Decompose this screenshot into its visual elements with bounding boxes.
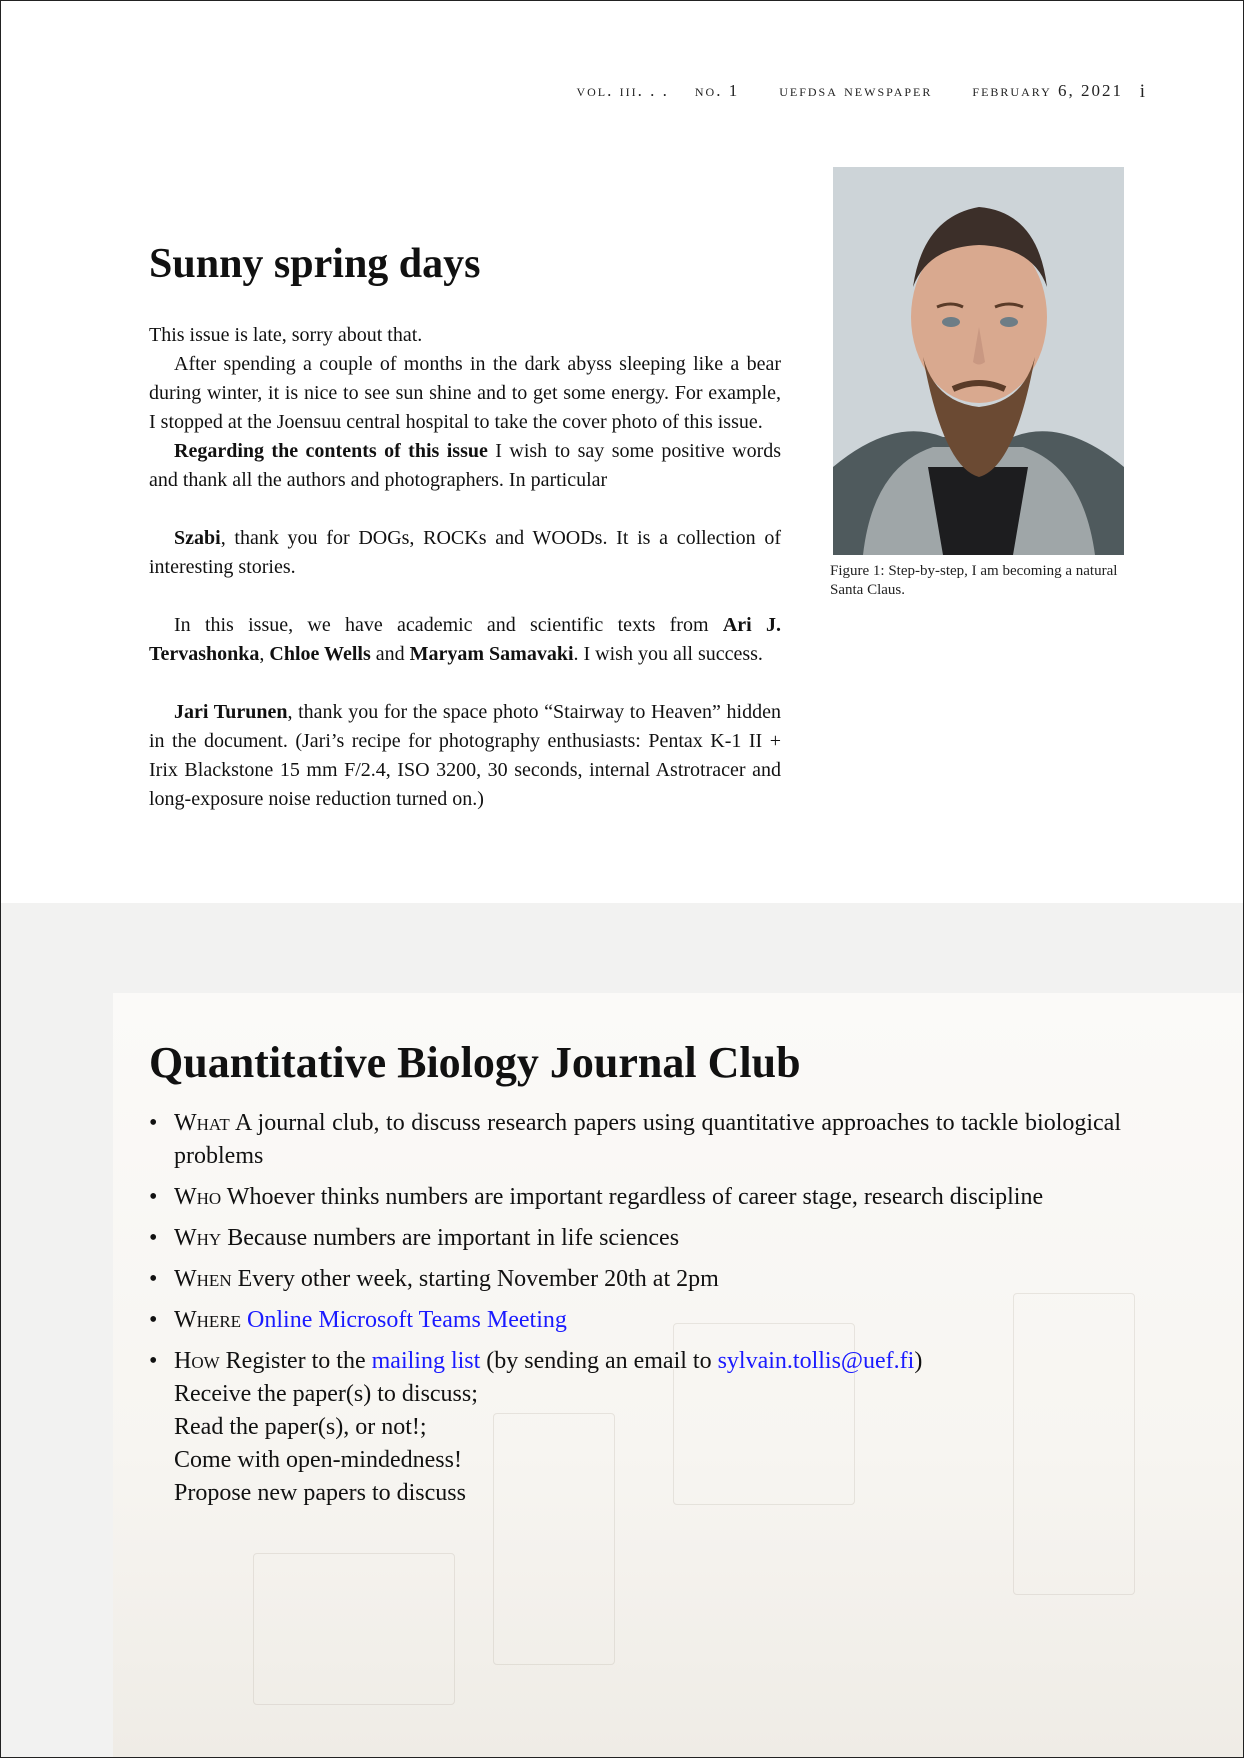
- paragraph-text: ,: [259, 643, 270, 666]
- page-number: i: [1139, 81, 1145, 102]
- step-line: Propose new papers to discuss: [174, 1480, 466, 1507]
- paragraph: [149, 698, 781, 814]
- list-item-who: [149, 1181, 1121, 1214]
- item-text: ): [914, 1348, 923, 1375]
- header-volume: vol. iii. . .: [576, 81, 669, 100]
- article-body: [149, 321, 781, 814]
- list-item-where: [149, 1304, 1121, 1337]
- item-key: Why: [174, 1225, 222, 1252]
- item-key: Where: [174, 1307, 242, 1334]
- portrait-illustration: [833, 167, 1124, 555]
- email-link[interactable]: sylvain.tollis@uef.fi: [717, 1348, 915, 1375]
- paragraph: [149, 524, 781, 582]
- paragraph-lead: Regarding the contents of this issue: [174, 440, 488, 463]
- step-line: Come with open-mindedness!: [174, 1447, 462, 1474]
- item-key: How: [174, 1348, 220, 1375]
- step-line: Read the paper(s), or not!;: [174, 1414, 427, 1441]
- teams-meeting-link[interactable]: Online Microsoft Teams Meeting: [247, 1307, 567, 1334]
- figure-caption: Figure 1: Step-by-step, I am becoming a natural Santa Claus.: [830, 563, 1118, 598]
- author-name: Chloe Wells: [269, 643, 371, 666]
- item-text: (by sending an email to: [480, 1348, 718, 1375]
- article-title: Sunny spring days: [149, 241, 481, 287]
- item-text: A journal club, to discuss research papers using quantitative approaches to tackle biological problems: [174, 1110, 1121, 1170]
- header-number: no. 1: [694, 81, 740, 100]
- author-name: Szabi: [174, 527, 221, 550]
- paragraph: [149, 437, 781, 495]
- mailing-list-link[interactable]: mailing list: [371, 1348, 481, 1375]
- paragraph-text: I wish to say some positive words and thank all the authors and photographers. In particular: [149, 440, 782, 492]
- item-text: Register to the: [219, 1348, 372, 1375]
- article-journal-club: [149, 1039, 1121, 1518]
- portrait-photo: [833, 167, 1124, 555]
- paragraph: This issue is late, sorry about that.: [149, 324, 423, 347]
- step-line: Receive the paper(s) to discuss;: [174, 1381, 478, 1408]
- author-name: Ari J. Tervashonka: [149, 614, 781, 666]
- author-name: Jari Turunen: [174, 701, 288, 724]
- item-key: What: [174, 1110, 230, 1137]
- paragraph: After spending a couple of months in the dark abyss sleeping like a bear during winter, it is nice to see sun shine and to get some energy. For example, I stopped at the Joensuu central hospital to take the cover photo of this issue.: [149, 353, 781, 434]
- paragraph-text: and: [370, 643, 410, 666]
- item-key: When: [174, 1266, 232, 1293]
- item-text: Every other week, starting November 20th at 2pm: [231, 1266, 719, 1293]
- list-item-why: [149, 1222, 1121, 1255]
- article-title: Quantitative Biology Journal Club: [149, 1038, 801, 1087]
- paragraph-text: , thank you for the space photo “Stairway to Heaven” hidden in the document. (Jari’s recipe for photography enthusiasts: Pentax K-1 II + Irix Blackstone 15 mm F/2.4, ISO 3200, 30 seconds, internal Astrotracer and long-exposure noise reduction turned on.): [149, 701, 781, 811]
- list-item-how: [149, 1345, 1121, 1510]
- item-key: Who: [174, 1184, 222, 1211]
- running-header: [576, 81, 1145, 102]
- info-list: [149, 1107, 1121, 1510]
- paragraph-text: . I wish you all success.: [573, 643, 763, 666]
- author-name: Maryam Samavaki: [409, 643, 574, 666]
- paragraph-text: In this issue, we have academic and scientific texts from: [174, 614, 723, 637]
- list-item-when: [149, 1263, 1121, 1296]
- list-item-what: [149, 1107, 1121, 1173]
- paragraph-text: , thank you for DOGs, ROCKs and WOODs. It is a collection of interesting stories.: [149, 527, 781, 579]
- header-paper-name: uefdsa newspaper: [779, 81, 933, 100]
- paragraph: [149, 611, 781, 669]
- article-sunny-spring-days: [149, 241, 781, 814]
- header-date: february 6, 2021: [972, 81, 1123, 100]
- item-text: Whoever thinks numbers are important regardless of career stage, research discipline: [221, 1184, 1044, 1211]
- item-text: Because numbers are important in life sciences: [221, 1225, 680, 1252]
